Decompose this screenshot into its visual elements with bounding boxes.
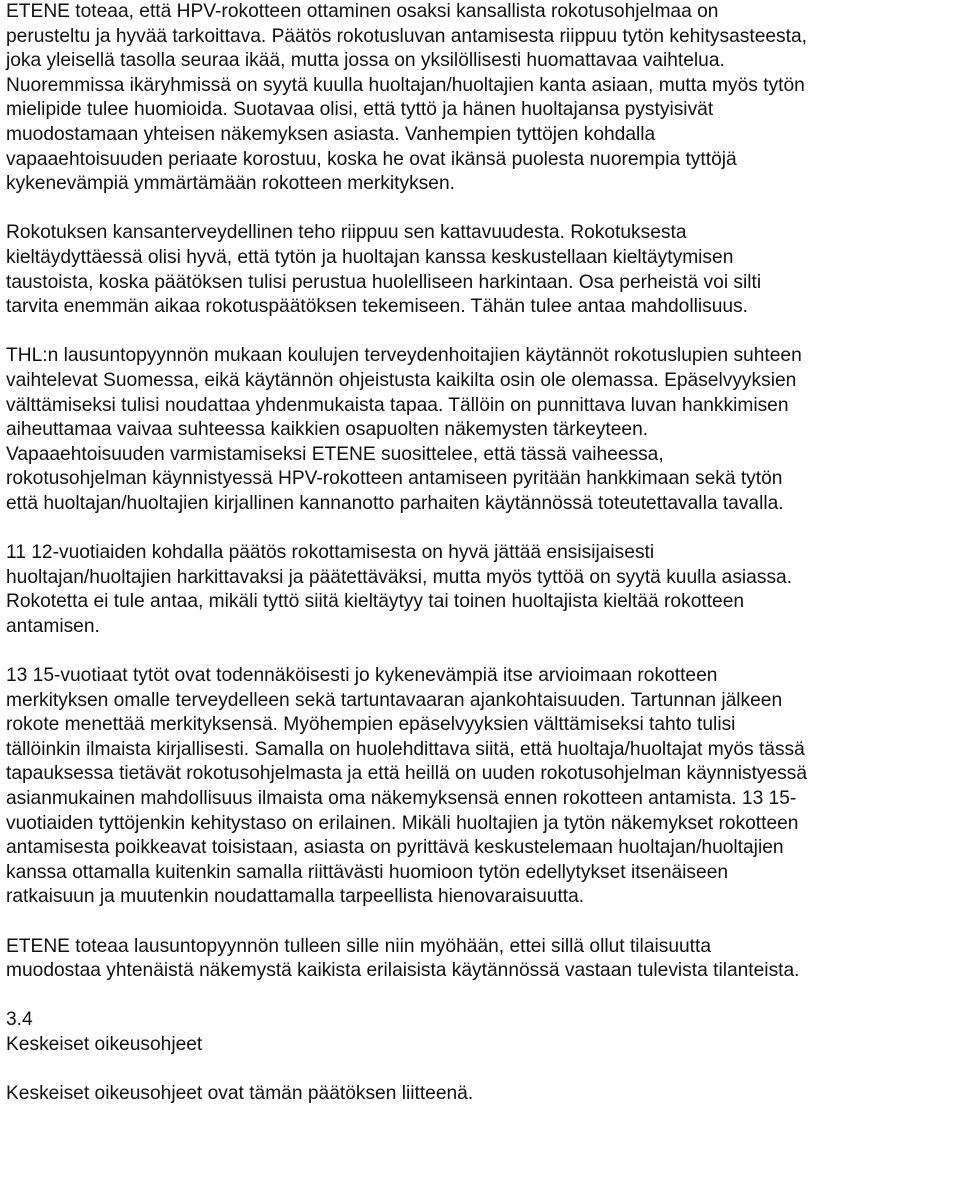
text-line: asianmukainen mahdollisuus ilmaista oma näkemyksensä ennen rokotteen antamista. 13 15-	[6, 788, 797, 809]
text-line: antamisesta poikkeavat toisistaan, asiasta on pyrittävä keskustelemaan huoltajan/huoltajien	[6, 837, 784, 859]
text-line: kanssa ottamalla kuitenkin samalla riittävästi huomioon tytön edellytykset itsenäiseen	[6, 861, 729, 883]
text-line: välttämiseksi tulisi noudattaa yhdenmukaista tapaa. Tällöin on punnittava luvan hankkimisen	[6, 394, 789, 416]
text-line: 11 12-vuotiaiden kohdalla päätös rokottamisesta on hyvä jättää ensisijaisesti	[6, 542, 655, 564]
text-line: ETENE toteaa, että HPV-rokotteen ottaminen osaksi kansallista rokotusohjelmaa on	[6, 1, 719, 22]
text-line: perusteltu ja hyvää tarkoittava. Päätös rokotusluvan antamisesta riippuu tytön kehitysasteesta,	[6, 25, 807, 47]
text-line: kykenevämpiä ymmärtämään rokotteen merkityksen.	[6, 173, 455, 195]
text-line: antamisen.	[6, 615, 100, 637]
text-line: kieltäydyttäessä olisi hyvä, että tytön ja huoltajan kanssa keskustellaan kieltäytymisen	[6, 246, 734, 268]
text-line: Rokotuksen kansanterveydellinen teho riippuu sen kattavuudesta. Rokotuksesta	[6, 222, 687, 244]
paragraph-etene-conclusion	[6, 935, 956, 984]
text-line: rokotusohjelman käynnistyessä HPV-rokotteen antamiseen pyritään hankkimaan sekä tytön	[6, 468, 783, 490]
paragraph-thl-statement	[6, 344, 956, 516]
text-line: muodostaa yhtenäistä näkemystä kaikista erilaisista käytännössä vastaan tulevista tilanteista.	[6, 960, 800, 982]
text-line: muodostamaan yhteisen näkemyksen asiasta. Vanhempien tyttöjen kohdalla	[6, 123, 656, 145]
document-page	[6, 0, 956, 1107]
text-line: tällöinkin ilmaista kirjallisesti. Samalla on huolehdittava siitä, että huoltaja/huoltajat myös tässä	[6, 738, 805, 760]
paragraph-coverage	[6, 221, 956, 319]
text-line: Vapaaehtoisuuden varmistamiseksi ETENE suosittelee, että tässä vaiheessa,	[6, 443, 664, 465]
paragraph-gap	[6, 1058, 956, 1083]
section-heading	[6, 1008, 956, 1057]
text-line: joka yleisellä tasolla seuraa ikää, mutta jossa on yksilöllisesti huomattavaa vaihtelua.	[6, 50, 725, 72]
section-number: 3.4	[6, 1009, 33, 1031]
paragraph-age-13-15	[6, 664, 956, 910]
text-line: Keskeiset oikeusohjeet ovat tämän päätöksen liitteenä.	[6, 1083, 474, 1105]
text-line: mielipide tulee huomioida. Suotavaa olisi, että tyttö ja hänen huoltajansa pystyisivät	[6, 99, 714, 121]
paragraph-gap	[6, 984, 956, 1009]
text-line: tarvita enemmän aikaa rokotuspäätöksen tekemiseen. Tähän tulee antaa mahdollisuus.	[6, 296, 749, 318]
paragraph-gap	[6, 197, 956, 222]
text-line: että huoltajan/huoltajien kirjallinen kannanotto parhaiten käytännössä toteutettavalla tavalla.	[6, 492, 784, 514]
paragraph-gap	[6, 639, 956, 664]
text-line: vapaaehtoisuuden periaate korostuu, koska he ovat ikänsä puolesta nuorempia tyttöjä	[6, 148, 737, 170]
text-line: merkityksen omalle terveydelleen sekä tartuntavaaran ajankohtaisuuden. Tartunnan jälkeen	[6, 689, 783, 711]
paragraph-legal-guidelines	[6, 1082, 956, 1107]
text-line: THL:n lausuntopyynnön mukaan koulujen terveydenhoitajien käytännöt rokotuslupien suhteen	[6, 345, 802, 367]
paragraph-gap	[6, 320, 956, 345]
paragraph-gap	[6, 910, 956, 935]
text-line: ratkaisuun ja muutenkin noudattamalla tarpeellista hienovaraisuutta.	[6, 886, 585, 908]
text-line: 13 15-vuotiaat tytöt ovat todennäköisesti jo kykenevämpiä itse arvioimaan rokotteen	[6, 665, 718, 687]
text-line: tapauksessa tietävät rokotusohjelmasta ja että heillä on uuden rokotusohjelman käynnistyessä	[6, 763, 808, 785]
paragraph-age-11-12	[6, 541, 956, 639]
text-line: huoltajan/huoltajien harkittavaksi ja päätettäväksi, mutta myös tyttöä on syytä kuulla asiassa.	[6, 566, 793, 588]
paragraph-hpv-intro	[6, 0, 956, 197]
paragraph-gap	[6, 516, 956, 541]
text-line: vaihtelevat Suomessa, eikä käytännön ohjeistusta kaikilta osin ole olemassa. Epäselvyyksien	[6, 369, 797, 391]
text-line: Rokotetta ei tule antaa, mikäli tyttö siitä kieltäytyy tai toinen huoltajista kieltää rokotteen	[6, 591, 745, 613]
text-line: taustoista, koska päätöksen tulisi perustua huolelliseen harkintaan. Osa perheistä voi silti	[6, 271, 762, 293]
text-line: aiheuttamaa vaivaa suhteessa kaikkien osapuolten näkemysten tärkeyteen.	[6, 419, 649, 441]
text-line: vuotiaiden tyttöjenkin kehitystaso on erilainen. Mikäli huoltajien ja tytön näkemykset rokotteen	[6, 812, 799, 834]
section-title: Keskeiset oikeusohjeet	[6, 1033, 203, 1055]
text-line: rokote menettää merkityksensä. Myöhempien epäselvyyksien välttämiseksi tahto tulisi	[6, 714, 736, 736]
text-line: Nuoremmissa ikäryhmissä on syytä kuulla huoltajan/huoltajien kanta asiaan, mutta myös tytön	[6, 74, 805, 96]
text-line: ETENE toteaa lausuntopyynnön tulleen sille niin myöhään, ettei sillä ollut tilaisuutta	[6, 935, 712, 957]
